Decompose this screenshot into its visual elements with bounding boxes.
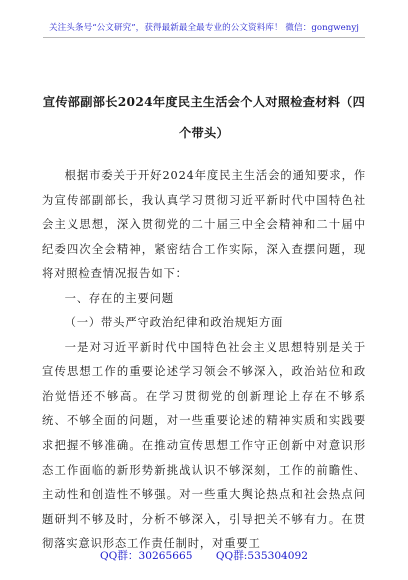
section-heading: 一、存在的主要问题 <box>64 291 174 305</box>
footer-qq-group-2: QQ群:535304092 <box>215 550 309 562</box>
body-paragraph: 一是对习近平新时代中国特色社会主义思想特别是关于宣传思想工作的重要论述学习领会不够深入，政治站位和政治觉悟还不够高。在学习贯彻党的创新理论上存在不够系统、不够全面的问题，对一些重要论述的精神实质和实践要求把握不够准确。在推动宣传思想工作守正创新中对意识形态工作面临的新形势新挑战认识不够深刻，工作的前瞻性、主动性和创造性不够强。对一些重大舆论热点和社会热点问题研判不够及时，分析不够深入，引导把关不够有力。在贯彻落实意识形态工作责任制时，对重要工 <box>42 340 366 551</box>
document-title-line-2: 个带头） <box>179 126 229 140</box>
header-promo-note: 关注头条号“公文研究”，获得最新最全最专业的公文资料库！ 微信：gongwenyj <box>49 23 359 33</box>
footer-qq-groups <box>0 548 408 563</box>
header-divider <box>43 37 365 38</box>
document-title-line-1: 宣传部副部长2024年度民主生活会个人对照检查材料（四 <box>42 95 366 109</box>
document-body <box>42 164 366 557</box>
intro-paragraph: 根据市委关于开好2024年度民主生活会的通知要求，作为宣传部副部长，我认真学习贯彻习近平新时代中国特色社会主义思想，深入贯彻党的二十届三中全会精神和二十届中纪委四次全会精神，紧密结合工作实际，深入查摆问题，现将对照检查情况报告如下： <box>42 169 366 281</box>
footer-qq-group-1: QQ群：30265665 <box>99 550 193 562</box>
subsection-heading: （一）带头严守政治纪律和政治规矩方面 <box>64 316 284 330</box>
